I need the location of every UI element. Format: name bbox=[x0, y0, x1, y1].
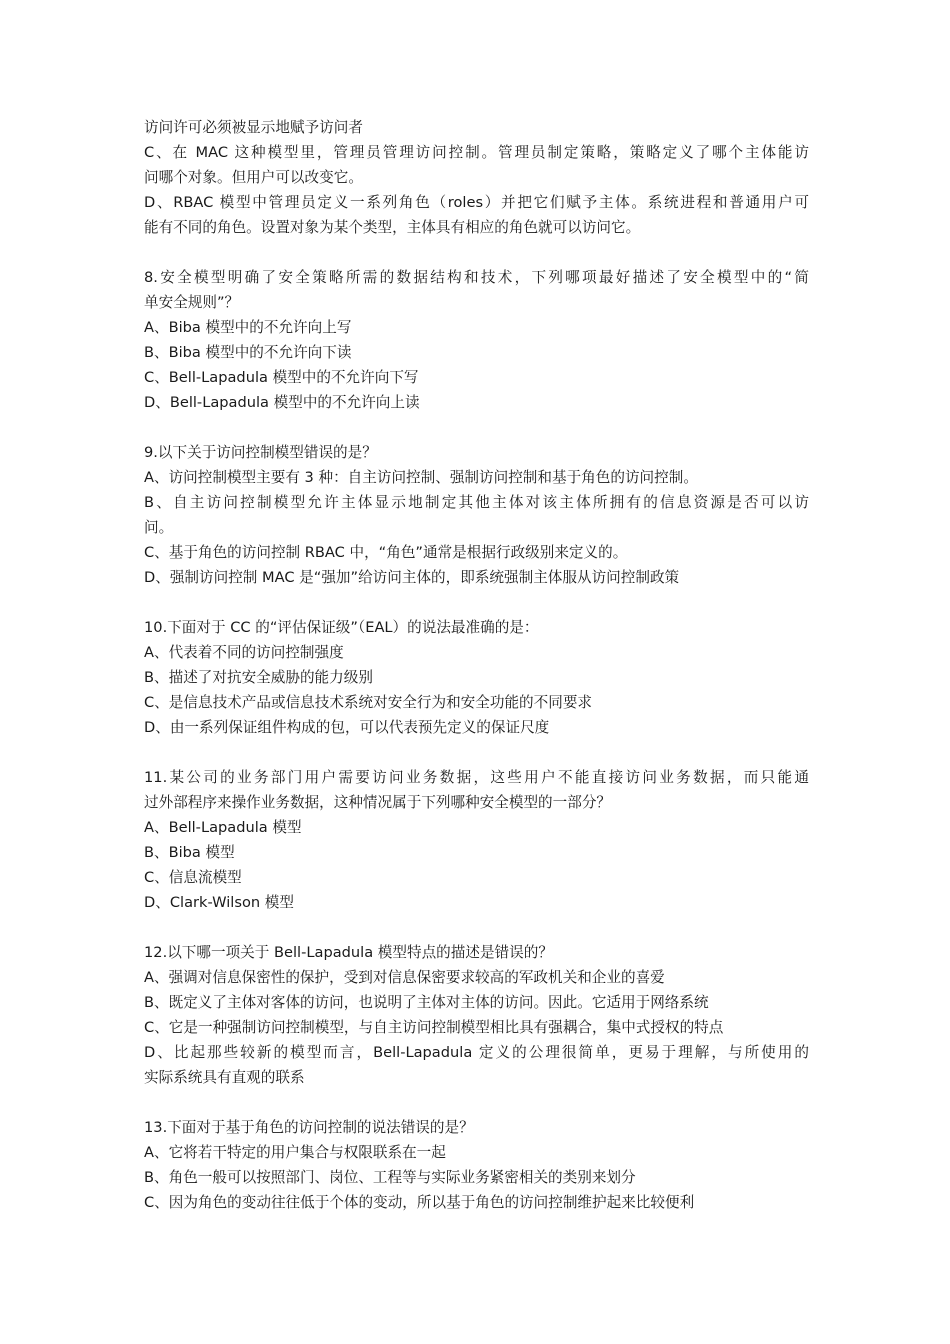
question-12 bbox=[144, 940, 809, 1090]
question-stem: 13.下面对于基于角色的访问控制的说法错误的是？ bbox=[144, 1119, 474, 1136]
option-c: C、它是一种强制访问控制模型，与自主访问控制模型相比具有强耦合，集中式授权的特点 bbox=[144, 1019, 724, 1036]
question-stem: 8.安全模型明确了安全策略所需的数据结构和技术，下列哪项最好描述了安全模型中的“简 bbox=[144, 269, 809, 286]
question-stem: 12.以下哪一项关于 Bell-Lapadula 模型特点的描述是错误的？ bbox=[144, 944, 553, 961]
paragraph-gap bbox=[144, 590, 809, 615]
question-stem: 11.某公司的业务部门用户需要访问业务数据，这些用户不能直接访问业务数据，而只能通 bbox=[144, 769, 809, 786]
question-11 bbox=[144, 765, 809, 915]
question-stem: 过外部程序来操作业务数据，这种情况属于下列哪种安全模型的一部分？ bbox=[144, 794, 612, 811]
option-c: C、基于角色的访问控制 RBAC 中，“角色”通常是根据行政级别来定义的。 bbox=[144, 544, 628, 561]
option-b: B、Biba 模型 bbox=[144, 844, 235, 861]
option-d: D、强制访问控制 MAC 是“强加”给访问主体的，即系统强制主体服从访问控制政策 bbox=[144, 569, 680, 586]
question-10 bbox=[144, 615, 809, 740]
question-13 bbox=[144, 1115, 809, 1215]
paragraph-gap bbox=[144, 740, 809, 765]
option-b: B、既定义了主体对客体的访问，也说明了主体对主体的访问。因此。它适用于网络系统 bbox=[144, 994, 709, 1011]
question-9 bbox=[144, 440, 809, 590]
question-8 bbox=[144, 265, 809, 415]
option-a: A、访问控制模型主要有 3 种：自主访问控制、强制访问控制和基于角色的访问控制。 bbox=[144, 469, 698, 486]
question-stem: 9.以下关于访问控制模型错误的是？ bbox=[144, 444, 377, 461]
paragraph-gap bbox=[144, 415, 809, 440]
text-line: D、RBAC 模型中管理员定义一系列角色（roles）并把它们赋予主体。系统进程和普通用户可 bbox=[144, 194, 809, 211]
option-d: D、Clark-Wilson 模型 bbox=[144, 894, 294, 911]
question-stem: 单安全规则”？ bbox=[144, 294, 240, 311]
option-b: B、描述了对抗安全威胁的能力级别 bbox=[144, 669, 373, 686]
option-d-continued: 实际系统具有直观的联系 bbox=[144, 1069, 305, 1086]
paragraph-gap bbox=[144, 1090, 809, 1115]
text-line: 能有不同的角色。设置对象为某个类型，主体具有相应的角色就可以访问它。 bbox=[144, 219, 641, 236]
option-a: A、Biba 模型中的不允许向上写 bbox=[144, 319, 352, 336]
text-line: 访问许可必须被显示地赋予访问者 bbox=[144, 119, 363, 136]
option-d: D、Bell-Lapadula 模型中的不允许向上读 bbox=[144, 394, 420, 411]
paragraph-gap bbox=[144, 915, 809, 940]
option-a: A、Bell-Lapadula 模型 bbox=[144, 819, 302, 836]
question-stem: 10.下面对于 CC 的“评估保证级”（EAL）的说法最准确的是： bbox=[144, 619, 539, 636]
option-c: C、信息流模型 bbox=[144, 869, 242, 886]
option-c: C、Bell-Lapadula 模型中的不允许向下写 bbox=[144, 369, 419, 386]
option-d: D、比起那些较新的模型而言，Bell-Lapadula 定义的公理很简单，更易于理解，与所使用的 bbox=[144, 1044, 809, 1061]
option-b: B、自主访问控制模型允许主体显示地制定其他主体对该主体所拥有的信息资源是否可以访 bbox=[144, 494, 809, 511]
option-b-continued: 问。 bbox=[144, 519, 174, 536]
document-body bbox=[144, 115, 809, 1215]
option-b: B、角色一般可以按照部门、岗位、工程等与实际业务紧密相关的类别来划分 bbox=[144, 1169, 636, 1186]
option-a: A、代表着不同的访问控制强度 bbox=[144, 644, 344, 661]
option-b: B、Biba 模型中的不允许向下读 bbox=[144, 344, 352, 361]
option-d: D、由一系列保证组件构成的包，可以代表预先定义的保证尺度 bbox=[144, 719, 550, 736]
paragraph-gap bbox=[144, 240, 809, 265]
text-line: 问哪个对象。但用户可以改变它。 bbox=[144, 169, 363, 186]
option-c: C、是信息技术产品或信息技术系统对安全行为和安全功能的不同要求 bbox=[144, 694, 593, 711]
text-line: C、在 MAC 这种模型里，管理员管理访问控制。管理员制定策略，策略定义了哪个主体能访 bbox=[144, 144, 809, 161]
option-a: A、它将若干特定的用户集合与权限联系在一起 bbox=[144, 1144, 446, 1161]
intro-block bbox=[144, 115, 809, 240]
option-c: C、因为角色的变动往往低于个体的变动，所以基于角色的访问控制维护起来比较便利 bbox=[144, 1194, 695, 1211]
option-a: A、强调对信息保密性的保护，受到对信息保密要求较高的军政机关和企业的喜爱 bbox=[144, 969, 665, 986]
